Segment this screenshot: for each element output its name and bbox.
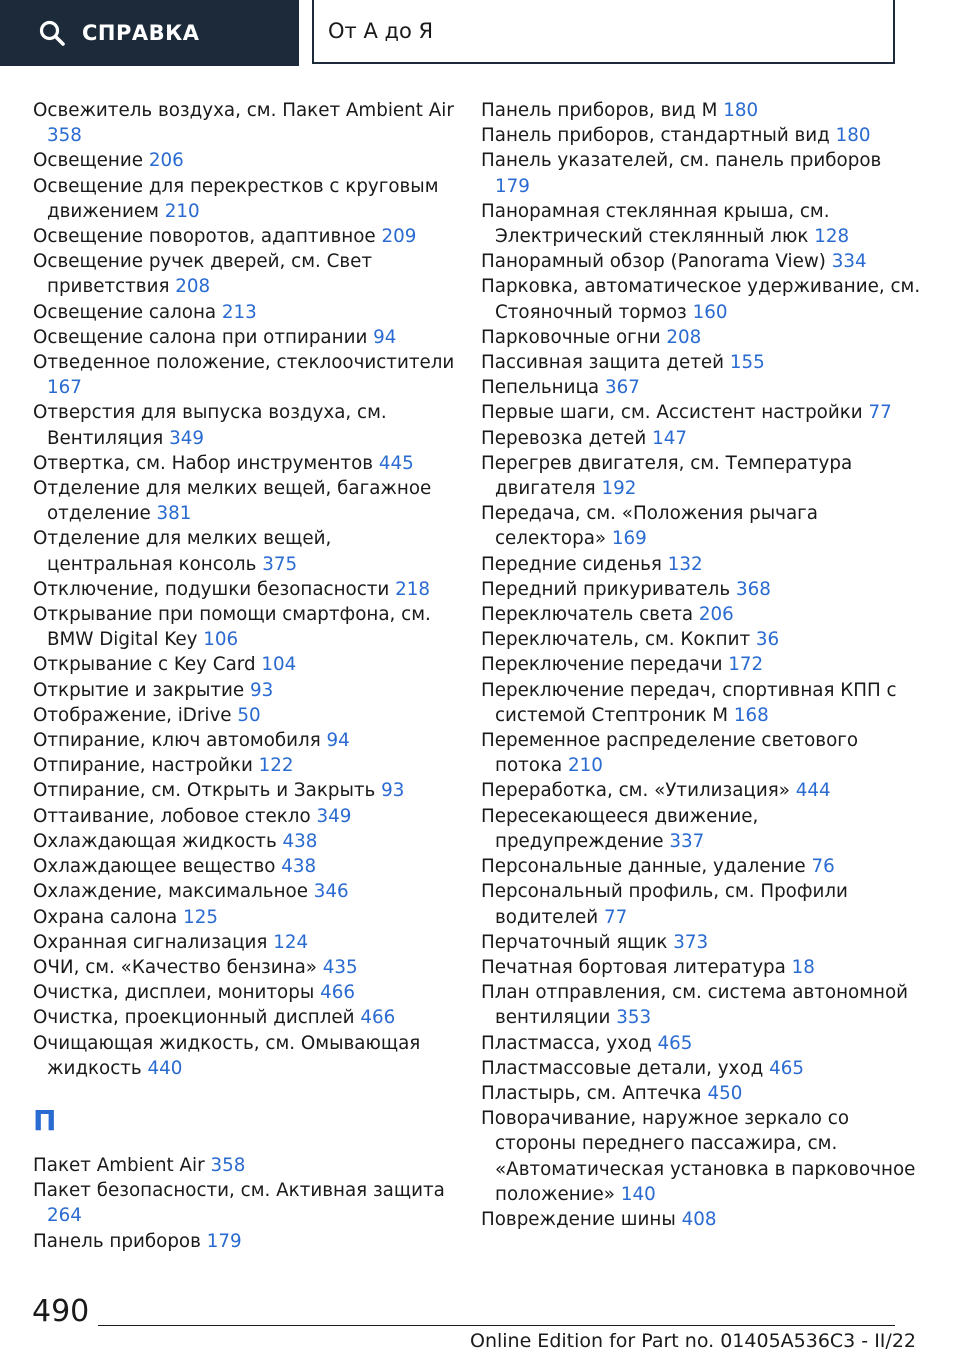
entry-text: Панель приборов, стандартный вид	[481, 125, 830, 147]
page-link[interactable]: 206	[148, 150, 184, 172]
index-entry	[481, 249, 921, 274]
entry-text: Пакет безопасности, см. Активная защита	[33, 1180, 445, 1202]
entry-text: Отделение для мелких вещей, багажное отделение	[33, 478, 432, 525]
index-entry	[481, 577, 921, 602]
entry-text: Охлаждающее вещество	[33, 856, 276, 878]
page-link[interactable]: 440	[147, 1057, 183, 1079]
entry-text: Переработка, см. «Утилизация»	[481, 780, 790, 802]
entry-text: Пакет Ambient Air	[33, 1154, 205, 1176]
page-link[interactable]: 337	[669, 830, 705, 852]
entry-text: Переключатель, см. Кокпит	[481, 629, 751, 651]
index-tab-label: От А до Я	[328, 19, 434, 43]
entry-text: Освежитель воздуха, см. Пакет Ambient Air	[33, 100, 454, 121]
page-link[interactable]: 94	[326, 730, 350, 752]
page-link[interactable]: 381	[156, 503, 192, 525]
edition-text: Online Edition for Part no. 01405A536C3 - II/22	[469, 1330, 916, 1352]
entry-text: Панорамная стеклянная крыша, см. Электрический стеклянный люк	[481, 200, 830, 248]
page-link[interactable]: 192	[601, 478, 637, 500]
index-entry	[481, 678, 921, 728]
section-letter: П	[33, 1103, 57, 1137]
index-column-left	[33, 98, 458, 1254]
index-entry	[33, 905, 458, 930]
entry-list-p-continued	[481, 98, 921, 1232]
entry-text: Парковка, автоматическое удерживание, см. Стояночный тормоз	[481, 276, 921, 323]
index-entry	[33, 174, 458, 224]
entry-text: Переключение передач, спортивная КПП с системой Стептроник M	[481, 679, 897, 726]
index-entry	[481, 274, 921, 324]
page-link[interactable]: 367	[604, 377, 640, 399]
entry-text: Печатная бортовая литература	[481, 956, 786, 978]
index-entry	[33, 778, 458, 803]
index-entry	[481, 400, 921, 425]
index-entry	[33, 1005, 458, 1030]
entry-text: Поворачивание, наружное зеркало со стороны переднего пассажира, см. «Автоматическая установка в парковочное положение»	[481, 1108, 916, 1205]
entry-text: Открывание с Key Card	[33, 654, 256, 676]
index-entry	[481, 930, 921, 955]
page-link[interactable]: 445	[378, 452, 414, 474]
entry-text: Панорамный обзор (Panorama View)	[481, 251, 826, 273]
index-entry	[481, 1056, 921, 1081]
page-link[interactable]: 76	[811, 856, 835, 878]
entry-text: Охлаждающая жидкость	[33, 830, 277, 852]
index-entry	[33, 728, 458, 753]
help-tab[interactable]	[0, 0, 299, 66]
page-link[interactable]: 264	[47, 1205, 82, 1227]
index-entry	[33, 1031, 458, 1081]
index-entry	[481, 199, 921, 249]
page-link[interactable]: 408	[681, 1208, 717, 1230]
page-link[interactable]: 77	[604, 906, 628, 928]
page-link[interactable]: 334	[831, 251, 867, 273]
index-entry	[33, 1229, 458, 1254]
index-entry	[33, 678, 458, 703]
help-tab-label: СПРАВКА	[82, 21, 200, 45]
page-link[interactable]: 77	[868, 402, 892, 424]
page-link[interactable]: 465	[769, 1057, 804, 1079]
page-link[interactable]: 122	[258, 755, 294, 777]
page-link[interactable]: 50	[237, 704, 261, 726]
entry-text: Персональный профиль, см. Профили водителей	[481, 881, 848, 928]
index-tab[interactable]	[312, 0, 895, 64]
entry-text: Освещение для перекрестков с круговым движением	[33, 175, 439, 222]
entry-text: Парковочные огни	[481, 326, 661, 348]
entry-text: Очистка, дисплеи, мониторы	[33, 982, 315, 1004]
index-entry	[481, 426, 921, 451]
entry-list-o	[33, 98, 458, 1081]
index-entry	[33, 703, 458, 728]
index-entry	[33, 451, 458, 476]
index-entry	[33, 829, 458, 854]
page-link[interactable]: 373	[673, 931, 709, 953]
entry-text: Освещение салона	[33, 301, 217, 323]
index-entry	[481, 955, 921, 980]
page-link[interactable]: 172	[728, 654, 764, 676]
page-link[interactable]: 349	[169, 427, 204, 449]
entry-text: Освещение салона при отпирании	[33, 326, 368, 348]
entry-text: Передний прикуриватель	[481, 578, 731, 600]
index-entry	[33, 325, 458, 350]
entry-text: Пепельница	[481, 377, 600, 399]
page-link[interactable]: 465	[657, 1032, 693, 1054]
entry-text: Пересекающееся движение, предупреждение	[481, 805, 759, 852]
page-link[interactable]: 435	[322, 956, 358, 978]
page-link[interactable]: 18	[791, 956, 815, 978]
page-link[interactable]: 168	[733, 704, 769, 726]
page-link[interactable]: 209	[381, 226, 417, 248]
entry-text: Открывание при помощи смартфона, см. BMW Digital Key	[33, 604, 431, 651]
entry-text: Переменное распределение светового потока	[481, 730, 859, 777]
footer-divider	[98, 1325, 895, 1326]
index-entry	[33, 1153, 458, 1178]
entry-text: Отключение, подушки безопасности	[33, 578, 390, 600]
page-link[interactable]: 450	[707, 1082, 743, 1104]
index-entry	[481, 501, 921, 551]
index-entry	[481, 980, 921, 1030]
index-entry	[33, 98, 458, 148]
entry-text: Отпирание, ключ автомобиля	[33, 730, 321, 752]
page-link[interactable]: 210	[164, 200, 200, 222]
page-link[interactable]: 140	[620, 1183, 656, 1205]
entry-text: Пассивная защита детей	[481, 352, 725, 374]
page-link[interactable]: 353	[616, 1007, 652, 1029]
page-link[interactable]: 210	[568, 755, 603, 777]
page-link[interactable]: 125	[183, 906, 218, 928]
entry-text: ОЧИ, см. «Качество бензина»	[33, 956, 317, 978]
page-link[interactable]: 346	[313, 881, 349, 903]
index-entry	[481, 1207, 921, 1232]
page-link[interactable]: 206	[698, 604, 734, 626]
index-entry	[481, 1081, 921, 1106]
index-entry	[33, 526, 458, 576]
index-entry	[481, 728, 921, 778]
entry-text: Перчаточный ящик	[481, 931, 668, 953]
index-entry	[33, 577, 458, 602]
page-link[interactable]: 438	[281, 856, 317, 878]
index-entry	[33, 476, 458, 526]
page-link[interactable]: 368	[735, 578, 771, 600]
entry-text: Переключение передачи	[481, 654, 723, 676]
entry-text: Отделение для мелких вещей, центральная консоль	[33, 528, 332, 575]
page-number: 490	[32, 1294, 90, 1329]
index-entry	[33, 224, 458, 249]
entry-text: Пластырь, см. Аптечка	[481, 1082, 702, 1104]
entry-text: Персональные данные, удаление	[481, 856, 806, 878]
entry-text: Освещение	[33, 150, 144, 172]
entry-text: Первые шаги, см. Ассистент настройки	[481, 402, 863, 424]
page-link[interactable]: 180	[835, 125, 871, 147]
page-link[interactable]: 375	[262, 553, 298, 575]
entry-text: Отверстия для выпуска воздуха, см. Вентиляция	[33, 402, 387, 449]
page-link[interactable]: 147	[652, 427, 687, 449]
entry-text: Пластмассовые детали, уход	[481, 1057, 764, 1079]
top-navigation	[0, 0, 960, 66]
page-link[interactable]: 180	[723, 100, 759, 121]
index-entry	[481, 652, 921, 677]
index-entry	[33, 955, 458, 980]
page-link[interactable]: 349	[316, 805, 352, 827]
entry-text: Панель приборов	[33, 1230, 201, 1252]
entry-text: Отведенное положение, стеклоочистители	[33, 352, 455, 374]
entry-text: Переключатель света	[481, 604, 694, 626]
page-link[interactable]: 132	[667, 553, 703, 575]
page-link[interactable]: 466	[320, 982, 355, 1004]
page-link[interactable]: 208	[666, 326, 702, 348]
index-entry	[481, 123, 921, 148]
entry-text: Открытие и закрытие	[33, 679, 245, 701]
entry-list-p	[33, 1153, 458, 1254]
index-entry	[481, 325, 921, 350]
entry-text: Передача, см. «Положения рычага селектора»	[481, 503, 818, 550]
entry-text: Освещение ручек дверей, см. Свет приветствия	[33, 251, 373, 298]
index-entry	[481, 879, 921, 929]
index-entry	[481, 804, 921, 854]
page-link[interactable]: 438	[282, 830, 318, 852]
page-link[interactable]: 128	[814, 226, 850, 248]
entry-text: Перевозка детей	[481, 427, 647, 449]
index-entry	[33, 400, 458, 450]
page-link[interactable]: 213	[221, 301, 257, 323]
index-entry	[33, 854, 458, 879]
index-entry	[33, 300, 458, 325]
entry-text: Передние сиденья	[481, 553, 662, 575]
index-entry	[33, 980, 458, 1005]
index-entry	[33, 1178, 458, 1228]
entry-text: Очищающая жидкость, см. Омывающая жидкость	[33, 1032, 421, 1079]
page-link[interactable]: 358	[47, 125, 82, 147]
entry-text: Охлаждение, максимальное	[33, 881, 308, 903]
entry-text: Очистка, проекционный дисплей	[33, 1007, 355, 1029]
entry-text: Отпирание, см. Открыть и Закрыть	[33, 780, 376, 802]
index-entry	[481, 1106, 921, 1207]
entry-text: Охранная сигнализация	[33, 931, 268, 953]
index-column-right	[481, 98, 921, 1232]
page-link[interactable]: 93	[250, 679, 274, 701]
page-link[interactable]: 167	[47, 377, 82, 399]
index-entry	[481, 778, 921, 803]
index-entry	[481, 627, 921, 652]
page-link[interactable]: 93	[381, 780, 405, 802]
page-link[interactable]: 36	[755, 629, 780, 651]
entry-text: Охрана салона	[33, 906, 178, 928]
index-entry	[481, 552, 921, 577]
search-icon	[38, 19, 66, 47]
entry-text: Освещение поворотов, адаптивное	[33, 226, 376, 248]
entry-text: Отпирание, настройки	[33, 755, 253, 777]
index-entry	[33, 753, 458, 778]
index-entry	[33, 350, 458, 400]
page-link[interactable]: 155	[729, 352, 765, 374]
index-entry	[33, 930, 458, 955]
index-entry	[481, 350, 921, 375]
index-entry	[481, 451, 921, 501]
page-link[interactable]: 106	[203, 629, 239, 651]
page-link[interactable]: 104	[261, 654, 297, 676]
index-entry	[481, 375, 921, 400]
index-entry	[33, 602, 458, 652]
entry-text: Оттаивание, лобовое стекло	[33, 805, 311, 827]
page-link[interactable]: 179	[206, 1230, 242, 1252]
index-entry	[481, 1031, 921, 1056]
page-link[interactable]: 160	[692, 301, 728, 323]
index-entry	[33, 879, 458, 904]
index-entry	[33, 148, 458, 173]
entry-text: Панель указателей, см. панель приборов	[481, 150, 882, 172]
index-entry	[481, 602, 921, 627]
entry-text: Перегрев двигателя, см. Температура двигателя	[481, 452, 853, 500]
entry-text: Повреждение шины	[481, 1208, 676, 1230]
page-link[interactable]: 444	[795, 780, 831, 802]
page-link[interactable]: 466	[360, 1007, 396, 1029]
index-entry	[33, 804, 458, 829]
entry-text: Отвертка, см. Набор инструментов	[33, 452, 374, 474]
index-entry	[33, 249, 458, 299]
page-link[interactable]: 124	[273, 931, 309, 953]
page-link[interactable]: 94	[373, 326, 397, 348]
entry-text: План отправления, см. система автономной вентиляции	[481, 982, 909, 1029]
page-link[interactable]: 179	[495, 175, 530, 197]
page-link[interactable]: 169	[611, 528, 647, 550]
entry-text: Пластмасса, уход	[481, 1032, 652, 1054]
index-entry	[33, 652, 458, 677]
entry-text: Панель приборов, вид M	[481, 100, 718, 121]
index-entry	[481, 148, 921, 198]
page-link[interactable]: 208	[175, 276, 211, 298]
page-link[interactable]: 358	[210, 1154, 246, 1176]
index-entry	[481, 854, 921, 879]
page-link[interactable]: 218	[395, 578, 431, 600]
entry-text: Отображение, iDrive	[33, 704, 232, 726]
index-entry	[481, 98, 921, 123]
